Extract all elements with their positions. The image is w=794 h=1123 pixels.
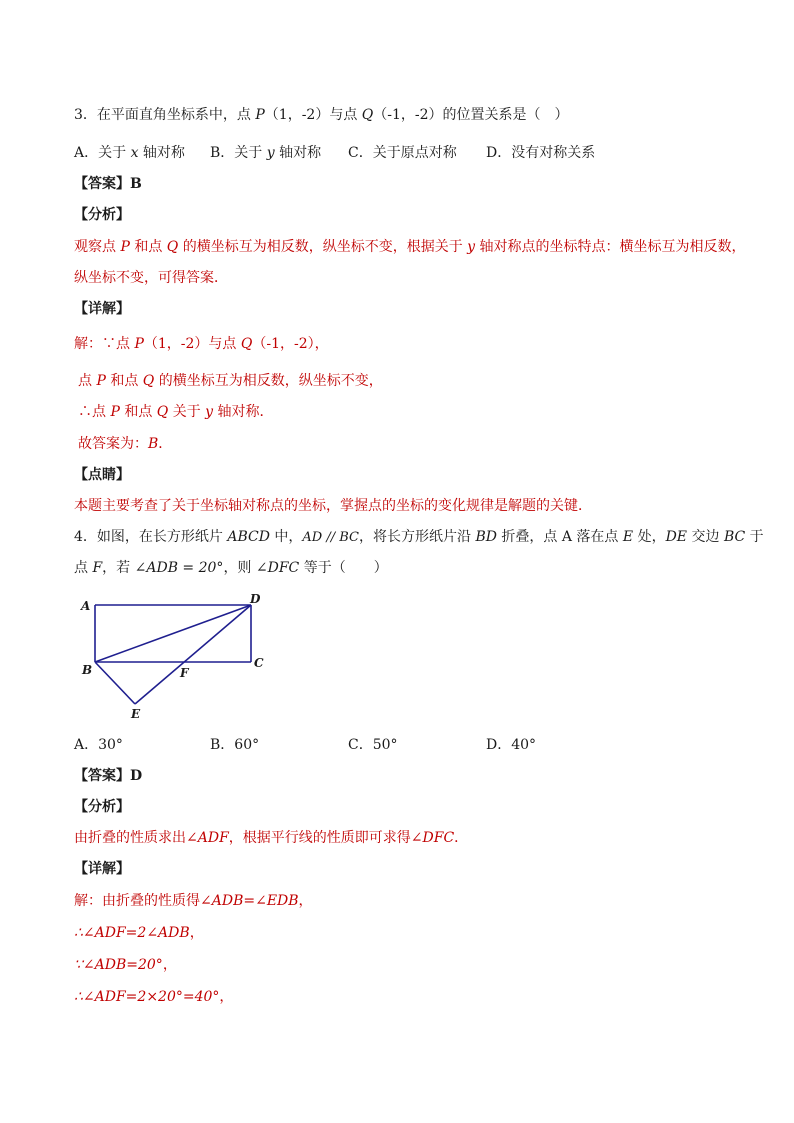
text-run: B xyxy=(148,436,159,452)
segment-de xyxy=(135,605,251,704)
q4-analysis xyxy=(74,828,468,848)
label-b: B xyxy=(82,663,93,677)
segment-be xyxy=(95,662,135,704)
text-run: ∠DFC xyxy=(255,560,300,576)
text-run: 解：由折叠的性质得 xyxy=(74,893,200,909)
text-run: ， xyxy=(162,957,177,973)
text-run: ， xyxy=(219,989,234,1005)
text-run: x xyxy=(130,145,139,161)
text-run: C．关于原点对称 xyxy=(348,145,457,161)
text-run: 点 xyxy=(74,560,93,576)
text-run: 和点 xyxy=(119,404,157,420)
text-run: ， xyxy=(189,925,204,941)
text-run: ． xyxy=(158,436,173,452)
text-run: 点 xyxy=(78,373,97,389)
text-run: Q xyxy=(156,404,169,420)
q4-detail-line-2 xyxy=(74,923,204,943)
text-run: 故答案为： xyxy=(78,436,148,452)
text-run: 3．在平面直角坐标系中，点 xyxy=(74,107,256,123)
text-run: 和点 xyxy=(129,239,167,255)
text-run: ∴∠ADF=2×20°=40° xyxy=(74,989,220,1005)
q3-analysis-line-1 xyxy=(74,237,746,257)
text-run: C．50° xyxy=(348,737,398,753)
text-run: y xyxy=(467,239,476,255)
text-run: P xyxy=(255,107,265,123)
q4-detail-line-1 xyxy=(74,891,313,911)
text-run: 的横坐标互为相反数，纵坐标不变，根据关于 xyxy=(178,239,468,255)
text-run: A．30° xyxy=(74,737,123,753)
q4-option-a xyxy=(74,735,123,755)
text-run: 纵坐标不变，可得答案． xyxy=(74,270,228,286)
text-run: 4．如图，在长方形纸片 xyxy=(74,529,228,545)
q4-option-b xyxy=(210,735,259,755)
text-run: DE xyxy=(665,529,688,545)
q3-option-d xyxy=(486,143,595,163)
q3-detail-title: 【详解】 xyxy=(74,301,130,317)
text-run: 轴对称． xyxy=(213,404,274,420)
rectangle-fold-figure xyxy=(70,588,280,723)
q3-analysis-title: 【分析】 xyxy=(74,207,130,223)
text-run: （-1，-2）的位置关系是（ ） xyxy=(373,107,569,123)
text-run: 中， xyxy=(269,529,303,545)
text-run: D．40° xyxy=(486,737,537,753)
text-run: ． xyxy=(454,830,469,846)
text-run: 由折叠的性质求出 xyxy=(74,830,186,846)
q3-detail-line-4 xyxy=(78,434,172,454)
q4-stem-line-1 xyxy=(74,527,764,548)
q3-analysis-line-2 xyxy=(74,268,228,288)
text-run: 交边 xyxy=(687,529,724,545)
text-run: 于 xyxy=(745,529,764,545)
q4-detail-title: 【详解】 xyxy=(74,861,130,877)
text-run: Q xyxy=(142,373,155,389)
q3-comment xyxy=(74,496,592,516)
q4-detail-line-3 xyxy=(74,955,177,975)
q3-detail-line-2 xyxy=(78,371,383,391)
text-run: P xyxy=(120,239,130,255)
text-run: Q xyxy=(240,336,253,352)
text-run: ∠ADB = 20° xyxy=(134,560,224,576)
text-run: 处， xyxy=(633,529,666,545)
q3-detail-line-3 xyxy=(78,402,274,422)
text-run: 本题主要考查了关于坐标轴对称点的坐标，掌握点的坐标的变化规律是解题的关键． xyxy=(74,498,592,514)
text-run: y xyxy=(266,145,275,161)
q3-option-b xyxy=(210,143,321,163)
q4-analysis-title: 【分析】 xyxy=(74,799,130,815)
text-run: Q xyxy=(166,239,179,255)
text-run: ，将长方形纸片沿 xyxy=(359,529,476,545)
text-run: （1，-2）与点 xyxy=(143,336,241,352)
text-run: B．60° xyxy=(210,737,260,753)
text-run: BD xyxy=(475,529,497,545)
text-run: 轴对称 xyxy=(274,145,322,161)
text-run: ，若 xyxy=(102,560,135,576)
label-a: A xyxy=(81,599,91,613)
label-c: C xyxy=(254,656,264,670)
text-run: 观察点 xyxy=(74,239,121,255)
text-run: 关于 xyxy=(168,404,206,420)
q3-detail-line-1 xyxy=(74,334,329,354)
q4-detail-line-4 xyxy=(74,987,233,1007)
label-f: F xyxy=(180,666,189,680)
text-run: 的横坐标互为相反数，纵坐标不变， xyxy=(154,373,383,389)
text-run: （1，-2）与点 xyxy=(264,107,362,123)
q3-comment-title: 【点睛】 xyxy=(74,467,130,483)
text-run: F xyxy=(92,560,103,576)
q4-option-c xyxy=(348,735,398,755)
text-run: 等于（ ） xyxy=(299,560,388,576)
text-run: E xyxy=(622,529,634,545)
q3-answer: 【答案】B xyxy=(74,176,142,192)
text-run: D．没有对称关系 xyxy=(486,145,596,161)
text-run: P xyxy=(96,373,106,389)
label-e: E xyxy=(131,707,141,721)
q4-stem-line-2 xyxy=(74,558,388,578)
text-run: ∴∠ADF=2∠ADB xyxy=(74,925,190,941)
text-run: P xyxy=(110,404,120,420)
text-run: ∵∠ADB=20° xyxy=(74,957,163,973)
text-run: BC xyxy=(723,529,746,545)
text-run: Q xyxy=(361,107,374,123)
q3-stem xyxy=(74,105,569,125)
text-run: y xyxy=(205,404,214,420)
text-run: ∠DFC xyxy=(410,830,455,846)
text-run: P xyxy=(134,336,144,352)
text-run: ， xyxy=(298,893,313,909)
text-run: ABCD xyxy=(227,529,270,545)
text-run: 轴对称 xyxy=(138,145,185,161)
text-run: B．关于 xyxy=(210,145,267,161)
text-run: ∴点 xyxy=(78,404,111,420)
text-run: 轴对称点的坐标特点：横坐标互为相反数， xyxy=(475,239,746,255)
text-run: ∠ADF xyxy=(186,830,229,846)
text-run: 折叠，点 A 落在点 xyxy=(496,529,623,545)
text-run: 解：∵点 xyxy=(74,336,135,352)
text-run: ∠ADB=∠EDB xyxy=(200,893,299,909)
text-run: 和点 xyxy=(105,373,143,389)
text-run: ，根据平行线的性质即可求得 xyxy=(228,830,411,846)
text-run: ，则 xyxy=(223,560,256,576)
text-run: A．关于 xyxy=(74,145,131,161)
q3-option-a xyxy=(74,143,185,163)
segment-bd xyxy=(95,605,251,662)
text-run: （-1，-2）， xyxy=(252,336,329,352)
text-run: AD // BC xyxy=(302,530,359,545)
label-d: D xyxy=(250,592,261,606)
q4-option-d xyxy=(486,735,536,755)
q4-answer: 【答案】D xyxy=(74,768,143,784)
q3-option-c xyxy=(348,143,457,163)
